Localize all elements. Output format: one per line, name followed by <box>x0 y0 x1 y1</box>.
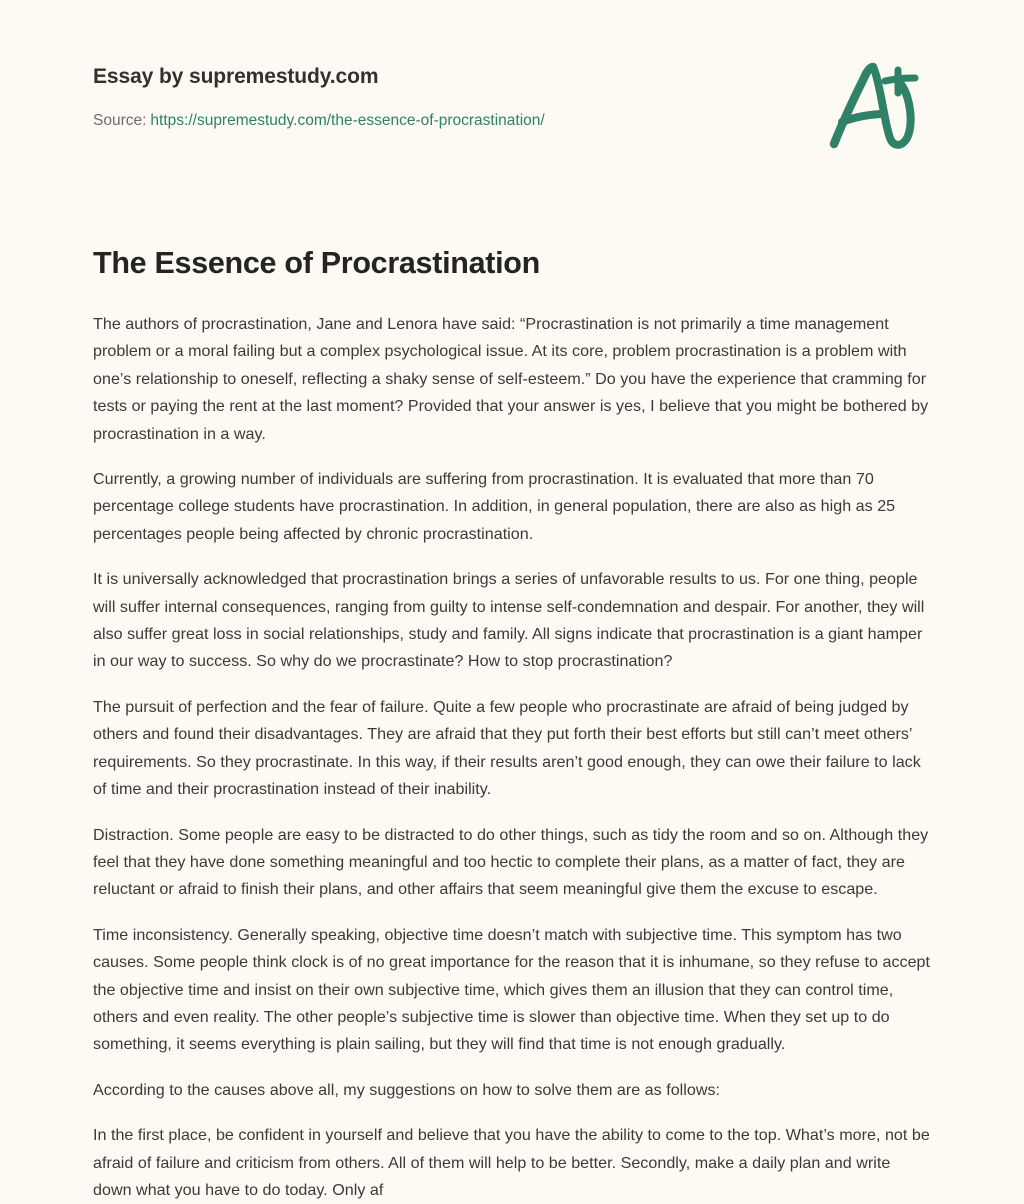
source-label: Source: <box>93 112 147 129</box>
paragraph: It is universally acknowledged that procrastination brings a series of unfavorable results to us. For one thing, people will suffer internal consequences, ranging from guilty to intense self-condemnation and despair. For another, they will also suffer great loss in social relationships, study and family. All signs indicate that procrastination is a giant hamper in our way to success. So why do we procrastinate? How to stop procrastination? <box>93 570 925 671</box>
article-body <box>93 311 932 1204</box>
page-header <box>0 0 1024 200</box>
paragraph: The authors of procrastination, Jane and Lenora have said: “Procrastination is not primarily a time management problem or a moral failing but a complex psychological issue. At its core, problem procrastination is a problem with one’s relationship to oneself, reflecting a shaky sense of self-esteem.” Do you have the experience that cramming for tests or paying the rent at the last moment? Provided that your answer is yes, I believe that you might be bothered by procrastination in a way. <box>93 315 929 443</box>
paragraph: According to the causes above all, my suggestions on how to solve them are as follows: <box>93 1080 721 1099</box>
byline: Essay by supremestudy.com <box>93 65 379 88</box>
header-text-block <box>93 64 545 132</box>
article <box>0 200 1024 1204</box>
paragraph: The pursuit of perfection and the fear of failure. Quite a few people who procrastinate are afraid of being judged by others and found their disadvantages. They are afraid that they put forth their best efforts but still can’t meet others’ requirements. So they procrastinate. In this way, if their results aren’t good enough, they can owe their failure to lack of time and their procrastination instead of their inability. <box>93 697 921 799</box>
paragraph: Time inconsistency. Generally speaking, objective time doesn’t match with subjective time. This symptom has two causes. Some people think clock is of no great importance for the reason that it is inhumane, so they refuse to accept the objective time and insist on their own subjective time, which gives them an illusion that they can control time, others and even reality. The other people’s subjective time is slower than objective time. When they set up to do something, it seems everything is plain sailing, but they will find that time is not enough gradually. <box>93 925 931 1054</box>
a-plus-logo-icon <box>816 56 928 152</box>
page-title: The Essence of Procrastination <box>93 246 540 280</box>
source-url-link[interactable]: https://supremestudy.com/the-essence-of-procrastination/ <box>150 112 545 129</box>
a-plus-logo-svg <box>816 56 928 152</box>
paragraph: In the first place, be confident in yourself and believe that you have the ability to come to the top. What’s more, not be afraid of failure and criticism from others. All of them will help to be better. Secondly, make a daily plan and write down what you have to do today. Only af <box>93 1126 930 1199</box>
paragraph: Distraction. Some people are easy to be distracted to do other things, such as tidy the room and so on. Although they feel that they have done something meaningful and too hectic to complete their plans, as a matter of fact, they are reluctant or afraid to finish their plans, and other affairs that seem meaningful give them the excuse to escape. <box>93 825 929 899</box>
source-line <box>93 110 545 132</box>
paragraph: Currently, a growing number of individuals are suffering from procrastination. It is evaluated that more than 70 percentage college students have procrastination. In addition, in general population, there are also as high as 25 percentages people being affected by chronic procrastination. <box>93 470 896 543</box>
